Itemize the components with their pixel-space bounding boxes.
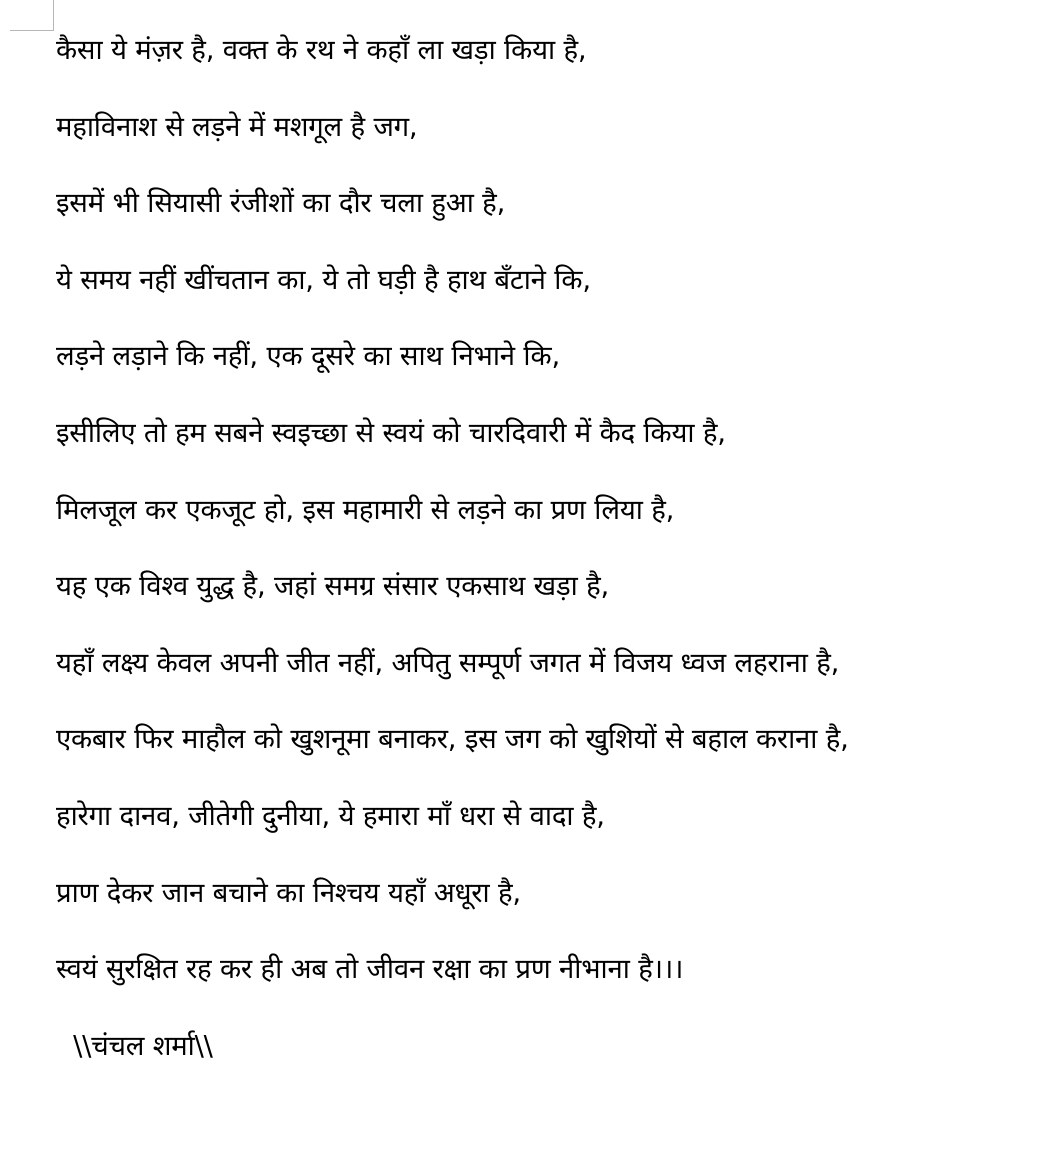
author-signature: \\चंचल शर्मा\\	[56, 1029, 213, 1062]
poem-line: यहाँ लक्ष्य केवल अपनी जीत नहीं, अपितु सम्पूर्ण जगत में विजय ध्वज लहराना है,	[56, 646, 840, 679]
poem-line: लड़ने लड़ाने कि नहीं, एक दूसरे का साथ निभाने कि,	[56, 340, 560, 373]
poem-line: हारेगा दानव, जीतेगी दुनीया, ये हमारा माँ धरा से वादा है,	[56, 799, 605, 832]
poem-line: इसीलिए तो हम सबने स्वइच्छा से स्वयं को चारदिवारी में कैद किया है,	[56, 416, 726, 449]
poem-line: प्राण देकर जान बचाने का निश्चय यहाँ अधूरा है,	[56, 876, 521, 909]
poem-line: यह एक विश्व युद्ध है, जहां समग्र संसार एकसाथ खड़ा है,	[56, 570, 610, 603]
poem-body	[56, 28, 1056, 1068]
poem-line: एकबार फिर माहौल को खुशनूमा बनाकर, इस जग को खुशियों से बहाल कराना है,	[56, 723, 849, 756]
page-corner-marker	[10, 0, 54, 31]
poem-line: ये समय नहीं खींचतान का, ये तो घड़ी है हाथ बँटाने कि,	[56, 263, 591, 296]
poem-line: मिलजूल कर एकजूट हो, इस महामारी से लड़ने का प्रण लिया है,	[56, 493, 675, 526]
poem-line: इसमें भी सियासी रंजीशों का दौर चला हुआ है,	[56, 187, 506, 220]
poem-line: महाविनाश से लड़ने में मशगूल है जग,	[56, 110, 418, 143]
poem-line: कैसा ये मंज़र है, वक्त के रथ ने कहाँ ला खड़ा किया है,	[56, 34, 587, 66]
poem-line: स्वयं सुरक्षित रह कर ही अब तो जीवन रक्षा का प्रण नीभाना है।।।	[56, 953, 684, 986]
